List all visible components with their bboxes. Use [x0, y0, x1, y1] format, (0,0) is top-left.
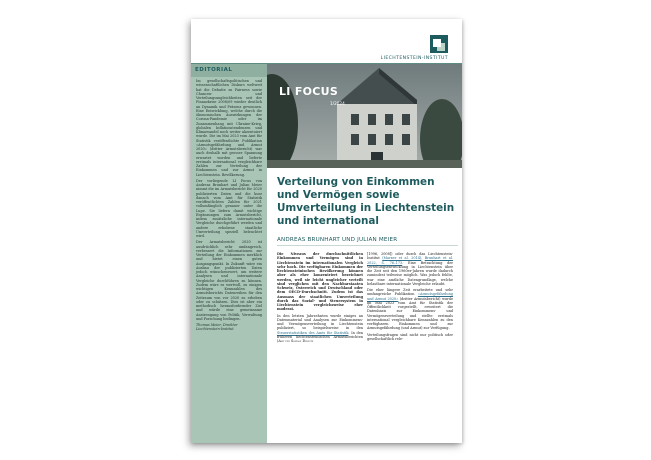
armutsbericht-link[interactable]: «Armutsgefährdung und Armut 2020» — [367, 292, 454, 301]
building-photo — [267, 64, 462, 168]
body-text: Die eher längere Zeit erarbeitete und sehr umfangreiche Publikation — [367, 288, 453, 297]
editorial-paragraph-2: Der vorliegende LI Focus von Andreas Brunhart und Julian Meier nimmt die im Armutsbericht für 2020 publizierten Daten und die kurz danach vom Amt für Statistik veröffentlichten Zahlen für 2021 vollumfänglich genauer unter die Lupe. Sie liefern damit wichtige Ergänzungen zum Armutsbericht, indem zusätzliche internationale Vergleiche durchgeführt werden und andere erhobene staatliche Umverteilung speziell beleuchtet wird. — [196, 178, 262, 238]
editorial-heading: EDITORIAL — [191, 64, 267, 77]
article-authors: ANDREAS BRUNHART UND JULIAN MEIER — [277, 237, 398, 243]
editorial-signature-name: Thomas Meier, Direktor — [196, 323, 238, 327]
article-column-left — [277, 252, 363, 345]
body-text: (dritter Armutsbericht) wurde im Mai 2023 vom Amt für Statistik der Öffentlichkeit vorgestellt, erweitert die Datenbasis zur Einkommens- und Vermögensverteilung und stellte erstmals international vergleichbare Kennzahlen zu den verfügbaren Einkommen und zur Armutsgefährdung (und Armut) zur Verfügung. — [367, 296, 453, 331]
article-paragraph-left — [277, 314, 363, 344]
article-title: Verteilung von Einkommen und Vermögen sowie Umverteilung in Liechtenstein und international — [277, 176, 455, 227]
statistics-link[interactable]: Steuerstatistiken des Amts für Statistik — [277, 330, 349, 335]
body-text: [1996, 2008]) oder durch das Liechtenstein-Institut — [367, 252, 453, 261]
title-divider — [277, 245, 458, 246]
body-text-end: . In den früheren liechtensteinischen Armutsberichten — [277, 330, 363, 339]
editorial-text — [196, 79, 262, 332]
page-header — [191, 19, 462, 63]
article-paragraph-right-1: [1996, 2008]) oder durch das Liechtenstein-Institut (Marxer et al. 2014), Brunhart et al. 2022, S. 76–173. Eine Betrachtung der Verteilungsentwicklung in Liechtenstein über die Zeit seit den 1960er-Jahren wurde dadurch zumindest teilweise möglich. Was jedoch fehlte, war eine amtliche Datengrundlage, welche belastbare internationale Vergleiche erlaubt. — [367, 252, 454, 286]
editorial-paragraph-3: Der Armutsbericht 2020 ist ausdrücklich sehr umfangreich, verbessert die Informationen zur Verteilung der Einkommen merklich und bietet einen guten Ausgangspunkt. In Zukunft wäre ein Ausbau der publizierten Daten jedoch wünschenswert, um weitere Analysen und internationale Vergleiche durchführen zu können. Zudem wäre es wertvoll, zu einigen wichtigen Kennzahlen des Armutsberichts Datenreihen für den Zeitraum von vor 2020 zu erheben oder zu schätzen. Dies ist aber ein methodisch herausfordernder Ziel und würde eine gemeinsame Anstrengung von Politik, Verwaltung und Forschung bedingen. — [196, 240, 262, 321]
body-text: In den letzten Jahrzehnten wurde einiges an Datenmaterial und Analysen zur Einkommens- und Vermögensverteilung in Liechtenstein publiziert, so beispielsweise in den — [277, 313, 363, 331]
issue-number: 1/2024 — [330, 101, 345, 106]
editorial-sidebar — [191, 64, 267, 443]
article-paragraph-right-2 — [367, 288, 453, 331]
series-title: LI FOCUS — [279, 85, 339, 98]
editorial-signature-org: Liechtenstein-Institut — [196, 327, 234, 332]
article-paragraph-right-3: Verteilungsfragen sind nicht nur politisch oder gesellschaftlich rele- — [367, 332, 453, 341]
article-lead: Die Niveaus der durchschnittlichen Einkommen und Vermögen sind in Liechtenstein im internationalen Vergleich sehr hoch. Die verfügbaren Einkommen der liechtensteinischen Bevölkerung können aber als eher konzentriert bezeichnet werden, weil sie leicht ungleicher verteilt sind verglichen mit den Nachbarstaaten Schweiz, Österreich und Deutschland oder dem OECD-Durchschnitt. Zudem ist das Ausmass der staatlichen Umverteilung durch das Sozial- und Steuersystem in Liechtenstein vergleichsweise eher moderat. — [277, 252, 363, 312]
institute-name: LIECHTENSTEIN-INSTITUT — [380, 56, 448, 61]
document-page — [191, 19, 462, 443]
article-column-right — [367, 252, 453, 343]
body-text: . Eine Betrachtung der Verteilungsentwicklung in Liechtenstein über die Zeit seit den 1960er-Jahren wurde dadurch zumindest teilweise möglich. Was jedoch fehlte, war eine amtliche Datengrundlage, welche belastbare internationale Vergleiche erlaubt. — [367, 260, 453, 286]
editorial-paragraph-1: Im gesellschaftspolitischen und wissenschaftlichen Diskurs weltweit hat die Debatte zu Fairness sowie Chancen- und Verteilungsungleichheiten seit der Finanzkrise 2008/09 wieder deutlich an Dynamik und Präsenz gewonnen. Eine Entwicklung, welche durch die ökonomischen Auswirkungen der Corona-Pandemie oder im Zusammenhang mit Ukraine-Krieg, globalen Inflationstendenzen und Klimawandel noch weiter akzentuiert wurde. Die im Mai 2023 vom Amt für Statistik veröffentlichte Publikation «Armutsgefährdung und Armut 2020» (dritter Armutsbericht) war auch deshalb mit grosser Spannung erwartet worden und lieferte erstmals international vergleichbare Zahlen zur Verteilung der Einkommen und zur Armut in Liechtenstein. Bevölkerung. — [196, 79, 262, 177]
brunhart-link[interactable]: Brunhart et al. 2022, S. 76–173 — [367, 256, 454, 265]
liechtenstein-institut-logo-icon — [430, 35, 448, 53]
marxer-link[interactable]: (Marxer et al. 2014) — [382, 256, 422, 261]
cover-photo — [267, 64, 462, 168]
source-citation: (Amt für Soziale Dienste — [277, 339, 314, 343]
